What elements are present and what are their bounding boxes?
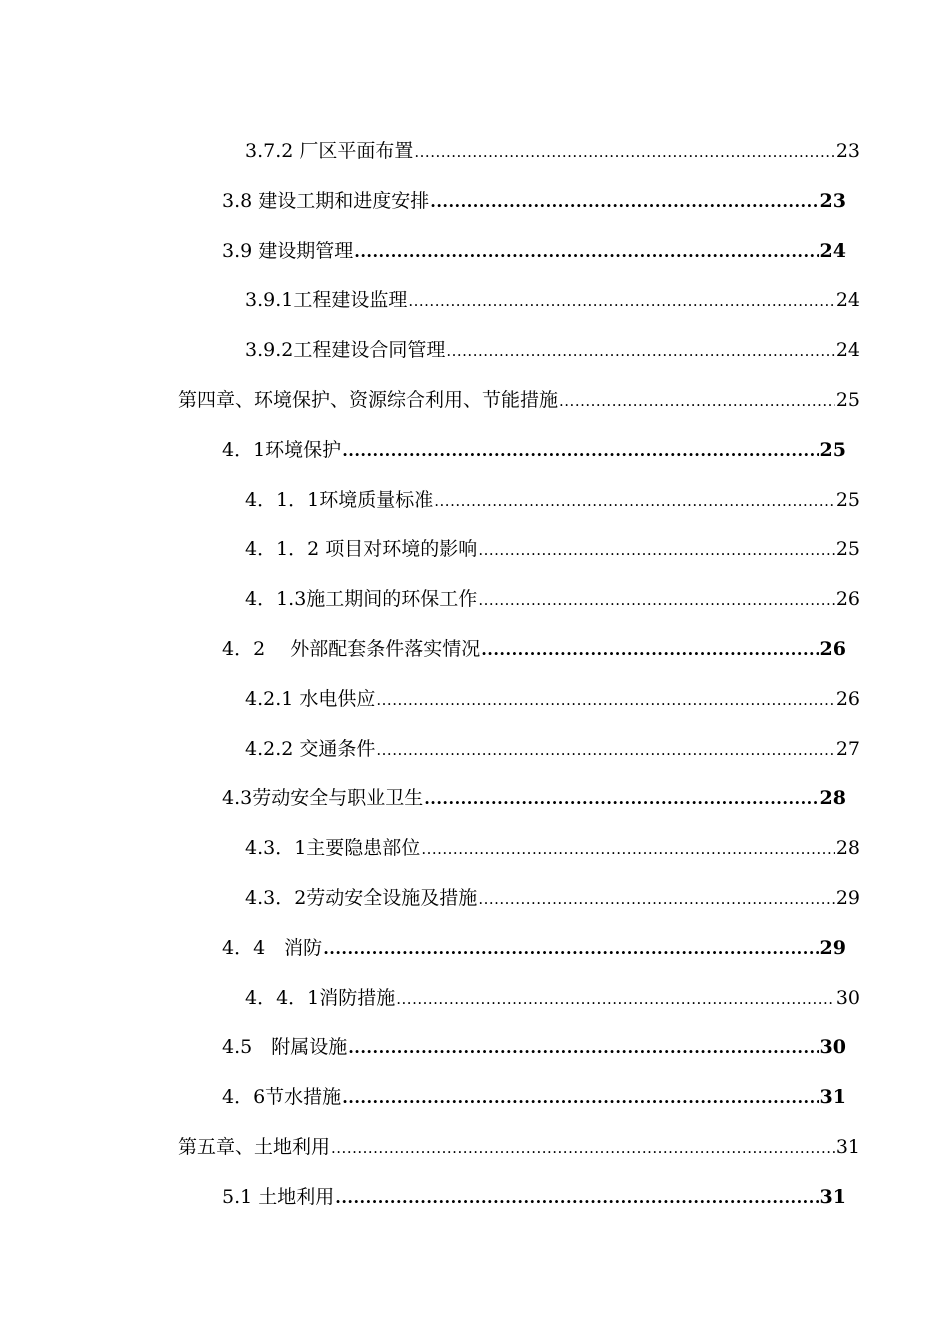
toc-leader-dots bbox=[396, 984, 835, 1014]
toc-entry[interactable] bbox=[245, 584, 860, 614]
toc-leader-dots bbox=[478, 884, 835, 914]
toc-entry-page: 26 bbox=[835, 688, 860, 710]
toc-entry[interactable] bbox=[222, 933, 846, 963]
toc-leader-dots bbox=[430, 187, 818, 217]
toc-entry-page: 30 bbox=[835, 987, 860, 1009]
toc-leader-dots bbox=[342, 1083, 818, 1113]
toc-entry-title: 4.2.2 交通条件 bbox=[245, 738, 376, 760]
toc-entry-title: 4．1．2 项目对环境的影响 bbox=[245, 538, 478, 560]
toc-entry-title: 3.9 建设期管理 bbox=[222, 240, 354, 262]
toc-entry-title: 4.5 附属设施 bbox=[222, 1036, 348, 1058]
toc-entry[interactable] bbox=[245, 335, 860, 365]
toc-entry[interactable] bbox=[245, 684, 860, 714]
toc-leader-dots bbox=[421, 834, 835, 864]
toc-leader-dots bbox=[478, 535, 835, 565]
toc-entry-page: 29 bbox=[835, 887, 860, 909]
toc-leader-dots bbox=[424, 784, 818, 814]
toc-entry-title: 3.8 建设工期和进度安排 bbox=[222, 190, 430, 212]
toc-leader-dots bbox=[348, 1033, 818, 1063]
toc-entry-title: 4．6节水措施 bbox=[222, 1086, 342, 1108]
toc-entry-title: 4.3．2劳动安全设施及措施 bbox=[245, 887, 478, 909]
toc-entry[interactable] bbox=[245, 485, 860, 515]
toc-entry-page: 25 bbox=[835, 538, 860, 560]
toc-entry-title: 4.2.1 水电供应 bbox=[245, 688, 376, 710]
toc-entry[interactable] bbox=[222, 435, 846, 465]
toc-leader-dots bbox=[331, 1133, 835, 1163]
toc-leader-dots bbox=[342, 436, 818, 466]
toc-entry-title: 第四章、环境保护、资源综合利用、节能措施 bbox=[178, 389, 559, 411]
toc-entry-page: 28 bbox=[819, 787, 846, 809]
toc-leader-dots bbox=[478, 585, 835, 615]
toc-entry-title: 4．1环境保护 bbox=[222, 439, 342, 461]
toc-entry-page: 25 bbox=[835, 389, 860, 411]
toc-leader-dots bbox=[376, 685, 834, 715]
toc-entry[interactable] bbox=[245, 136, 860, 166]
toc-entry-page: 24 bbox=[835, 289, 860, 311]
toc-entry-title: 4.3劳动安全与职业卫生 bbox=[222, 787, 424, 809]
toc-entry[interactable] bbox=[222, 1032, 846, 1062]
toc-entry[interactable] bbox=[245, 833, 860, 863]
toc-leader-dots bbox=[414, 137, 834, 167]
toc-leader-dots bbox=[376, 735, 834, 765]
toc-entry[interactable] bbox=[178, 1132, 860, 1162]
toc-entry[interactable] bbox=[245, 734, 860, 764]
toc-leader-dots bbox=[559, 386, 835, 416]
toc-entry-title: 4．1.3施工期间的环保工作 bbox=[245, 588, 478, 610]
toc-entry-page: 23 bbox=[819, 190, 846, 212]
toc-entry-page: 24 bbox=[819, 240, 846, 262]
toc-entry[interactable] bbox=[222, 1182, 846, 1212]
toc-entry-title: 4．2 外部配套条件落实情况 bbox=[222, 638, 481, 660]
toc-entry-page: 26 bbox=[819, 638, 846, 660]
toc-entry-title: 3.9.2工程建设合同管理 bbox=[245, 339, 446, 361]
toc-entry[interactable] bbox=[222, 186, 846, 216]
toc-entry-page: 24 bbox=[835, 339, 860, 361]
toc-entry[interactable] bbox=[178, 385, 860, 415]
toc-entry-page: 26 bbox=[835, 588, 860, 610]
toc-entry[interactable] bbox=[222, 783, 846, 813]
toc-entry-page: 29 bbox=[819, 937, 846, 959]
toc-leader-dots bbox=[354, 237, 818, 267]
toc-entry-title: 5.1 土地利用 bbox=[222, 1186, 335, 1208]
toc-leader-dots bbox=[446, 336, 834, 366]
toc-entry[interactable] bbox=[222, 236, 846, 266]
toc-entry-page: 28 bbox=[835, 837, 860, 859]
toc-leader-dots bbox=[408, 286, 834, 316]
toc-entry-title: 4．4．1消防措施 bbox=[245, 987, 396, 1009]
toc-leader-dots bbox=[434, 486, 835, 516]
toc-entry[interactable] bbox=[245, 983, 860, 1013]
toc-leader-dots bbox=[481, 635, 818, 665]
toc-entry[interactable] bbox=[245, 534, 860, 564]
toc-entry-page: 31 bbox=[819, 1086, 846, 1108]
toc-entry-title: 4．1．1环境质量标准 bbox=[245, 489, 434, 511]
toc-entry-page: 31 bbox=[819, 1186, 846, 1208]
toc-entry-page: 25 bbox=[819, 439, 846, 461]
toc-entry-page: 27 bbox=[835, 738, 860, 760]
toc-entry-page: 31 bbox=[835, 1136, 860, 1158]
toc-entry-page: 25 bbox=[835, 489, 860, 511]
toc-entry-title: 3.9.1工程建设监理 bbox=[245, 289, 408, 311]
toc-entry-page: 30 bbox=[819, 1036, 846, 1058]
toc-entry-title: 4.3．1主要隐患部位 bbox=[245, 837, 421, 859]
toc-entry[interactable] bbox=[222, 634, 846, 664]
toc-entry[interactable] bbox=[222, 1082, 846, 1112]
toc-entry-title: 3.7.2 厂区平面布置 bbox=[245, 140, 414, 162]
toc-entry[interactable] bbox=[245, 883, 860, 913]
toc-leader-dots bbox=[335, 1183, 818, 1213]
toc-leader-dots bbox=[323, 934, 818, 964]
toc-entry-title: 4．4 消防 bbox=[222, 937, 323, 959]
toc-entry-title: 第五章、土地利用 bbox=[178, 1136, 331, 1158]
toc-entry[interactable] bbox=[245, 285, 860, 315]
toc-entry-page: 23 bbox=[835, 140, 860, 162]
